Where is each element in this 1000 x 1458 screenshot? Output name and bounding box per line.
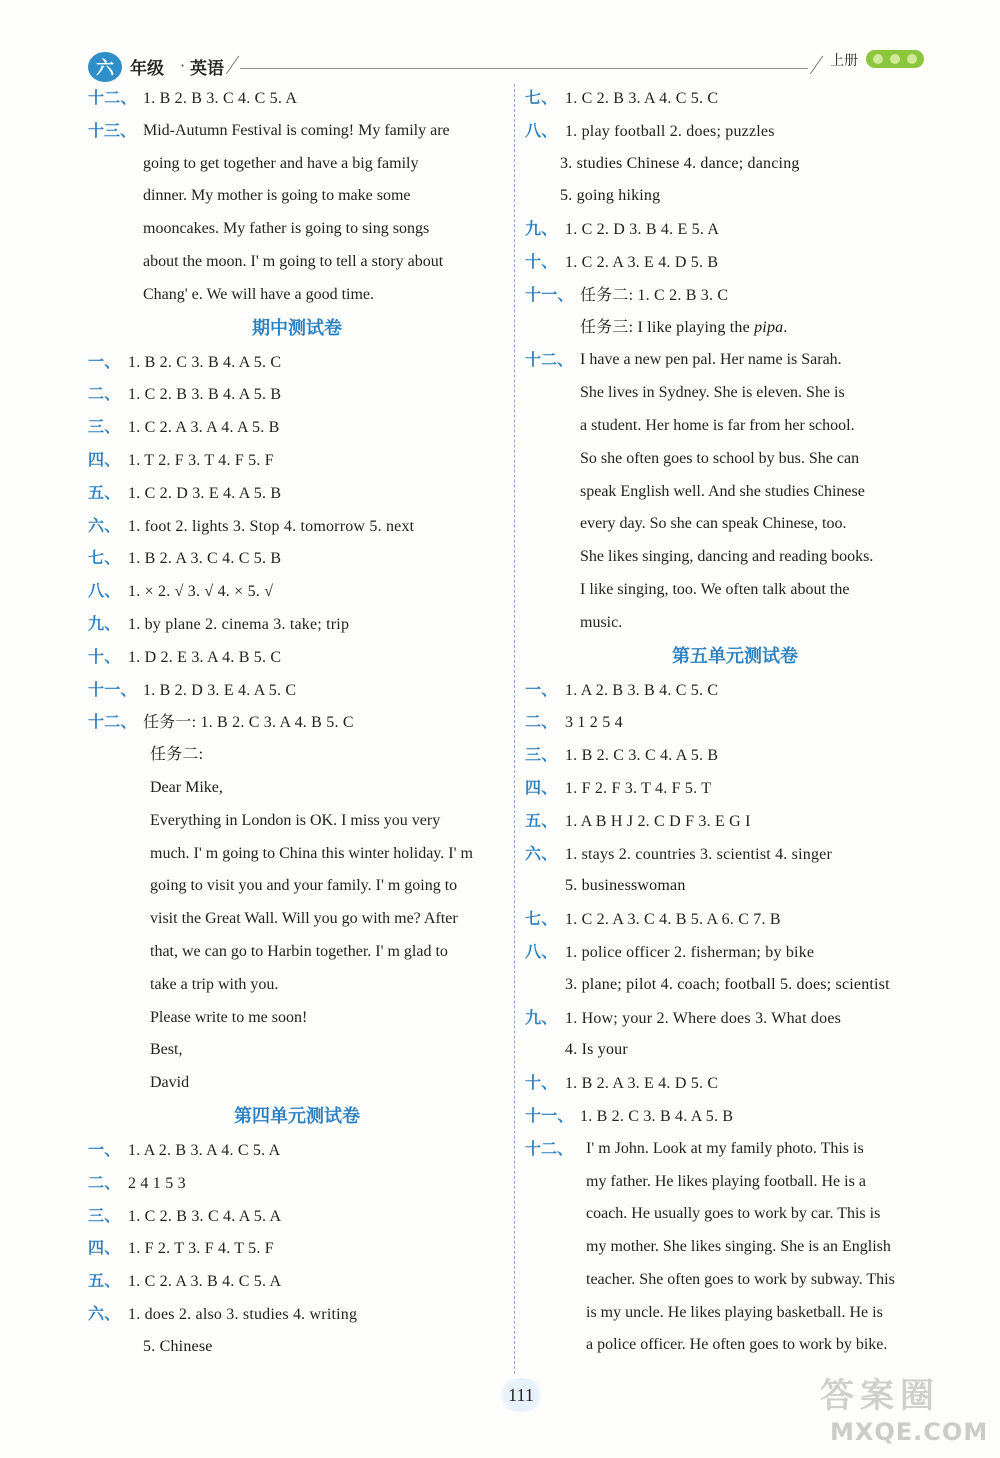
essay-paragraph xyxy=(580,344,945,639)
answer-text: 1. B 2. A 3. C 4. C 5. B xyxy=(128,550,282,568)
answer-row-paragraph xyxy=(525,344,945,639)
question-number: 九、 xyxy=(88,613,121,633)
header-separator-dot: · xyxy=(180,56,186,75)
answer-row xyxy=(525,213,945,246)
essay-line: I' m John. Look at my family photo. This is xyxy=(586,1139,864,1157)
question-number: 二、 xyxy=(525,712,558,732)
essay-line: So she often goes to school by bus. She can xyxy=(580,449,860,467)
answer-text: 1. does 2. also 3. studies 4. writing xyxy=(128,1305,358,1323)
essay-line: a police officer. He often goes to work by bike. xyxy=(586,1336,888,1354)
answer-row-paragraph xyxy=(88,115,506,312)
answer-text: 1. F 2. T 3. F 4. T 5. F xyxy=(128,1240,274,1258)
grade-badge: 六 xyxy=(88,52,122,82)
answer-continuation: 5. Chinese xyxy=(143,1337,213,1355)
question-number: 九、 xyxy=(525,1007,558,1027)
answer-row xyxy=(88,378,506,411)
header-rule xyxy=(240,68,808,69)
essay-line: going to get together and have a big family xyxy=(143,154,419,172)
term-decoration-icon xyxy=(866,50,924,68)
essay-line: every day. So she can speak Chinese, too. xyxy=(580,515,847,533)
question-number: 十、 xyxy=(525,1073,558,1093)
question-number: 十二、 xyxy=(88,88,137,107)
answer-row xyxy=(525,279,945,312)
essay-line: mooncakes. My father is going to sing songs xyxy=(143,220,430,238)
answer-text: 1. C 2. A 3. A 4. A 5. B xyxy=(128,419,280,437)
header-slash-right xyxy=(810,56,823,75)
answer-text: 3 1 2 5 4 xyxy=(565,714,623,732)
answer-text: 1. D 2. E 3. A 4. B 5. C xyxy=(128,648,282,666)
answer-row xyxy=(88,575,506,608)
answer-row xyxy=(88,1232,506,1265)
question-number: 五、 xyxy=(88,1271,121,1291)
essay-line: about the moon. I' m going to tell a story about xyxy=(143,252,444,270)
answer-text: 1. stays 2. countries 3. scientist 4. singer xyxy=(565,845,832,863)
answer-row xyxy=(525,1067,945,1100)
essay-line: Chang' e. We will have a good time. xyxy=(143,285,375,303)
answer-text: 1. C 2. B 3. C 4. A 5. A xyxy=(128,1207,282,1225)
question-number: 三、 xyxy=(525,745,558,765)
answer-text: 1. F 2. F 3. T 4. F 5. T xyxy=(565,779,712,797)
answer-row xyxy=(88,706,506,739)
essay-line: music. xyxy=(580,613,623,631)
answer-row xyxy=(88,1134,506,1167)
answer-row xyxy=(525,1100,945,1133)
answer-text: 1. T 2. F 3. T 4. F 5. F xyxy=(128,451,274,469)
answer-row xyxy=(88,1298,506,1331)
question-number: 五、 xyxy=(525,810,558,830)
term-label: 上册 xyxy=(830,53,858,69)
answer-text: 任务一: 1. B 2. C 3. A 4. B 5. C xyxy=(143,714,354,732)
answer-text: . xyxy=(783,318,788,336)
question-number: 四、 xyxy=(88,449,121,469)
question-number: 十三、 xyxy=(88,120,137,140)
question-number: 二、 xyxy=(88,1172,121,1192)
grade-label: 年级 xyxy=(130,59,164,79)
answer-row xyxy=(525,115,945,148)
answer-text: 1. C 2. D 3. B 4. E 5. A xyxy=(565,221,720,239)
question-number: 七、 xyxy=(525,88,558,107)
answer-continuation: 5. going hiking xyxy=(560,187,661,205)
question-number: 八、 xyxy=(525,120,558,140)
answer-text: 1. A 2. B 3. B 4. C 5. C xyxy=(565,681,719,699)
answer-row xyxy=(88,608,506,641)
page-header xyxy=(0,0,1000,90)
answer-row xyxy=(88,1167,506,1200)
essay-line: coach. He usually goes to work by car. This is xyxy=(586,1205,881,1223)
answer-text: 1. C 2. A 3. B 4. C 5. A xyxy=(128,1273,282,1291)
question-number: 六、 xyxy=(88,515,121,535)
answer-row xyxy=(525,903,945,936)
answer-text: 1. B 2. A 3. E 4. D 5. C xyxy=(565,1075,719,1093)
essay-paragraph xyxy=(586,1133,945,1363)
answer-text: 任务二: 1. C 2. B 3. C xyxy=(580,286,729,304)
question-number: 七、 xyxy=(88,548,121,568)
answer-row xyxy=(88,1265,506,1298)
answer-row xyxy=(525,805,945,838)
letter-line: Best, xyxy=(150,1041,183,1059)
answer-continuation: 3. plane; pilot 4. coach; football 5. does; scientist xyxy=(565,975,890,993)
right-column xyxy=(525,82,945,1362)
answer-row xyxy=(525,772,945,805)
answer-row xyxy=(88,510,506,543)
question-number: 九、 xyxy=(525,219,558,239)
answer-continuation: 5. businesswoman xyxy=(565,877,686,895)
letter-line: that, we can go to Harbin together. I' m glad to xyxy=(150,942,448,960)
answer-text: 1. × 2. √ 3. √ 4. × 5. √ xyxy=(128,583,274,601)
answer-text: 任务三: I like playing the xyxy=(580,318,755,336)
answer-row xyxy=(525,246,945,279)
column-divider xyxy=(514,84,515,1374)
answer-text: 1. B 2. C 3. C 4. A 5. B xyxy=(565,747,719,765)
answer-text: 1. A B H J 2. C D F 3. E G I xyxy=(565,812,751,830)
answer-text: 1. B 2. C 3. B 4. A 5. C xyxy=(128,353,282,371)
answer-text: 1. B 2. C 3. B 4. A 5. B xyxy=(580,1107,734,1125)
section-title-unit5: 第五单元测试卷 xyxy=(672,645,798,667)
question-number: 六、 xyxy=(88,1303,121,1323)
answer-text: 1. by plane 2. cinema 3. take; trip xyxy=(128,615,350,633)
answer-continuation xyxy=(525,312,945,345)
answer-text: 1. C 2. A 3. E 4. D 5. B xyxy=(565,253,719,271)
question-number: 十二、 xyxy=(525,1138,574,1158)
header-slash-left xyxy=(226,56,239,75)
question-number: 七、 xyxy=(525,909,558,929)
question-number: 二、 xyxy=(88,384,121,404)
answer-text: 1. C 2. A 3. C 4. B 5. A 6. C 7. B xyxy=(565,911,781,929)
task-label: 任务二: xyxy=(150,746,204,764)
answer-row xyxy=(525,936,945,969)
question-number: 一、 xyxy=(88,351,121,371)
answer-row xyxy=(88,641,506,674)
answer-text: 2 4 1 5 3 xyxy=(128,1174,186,1192)
answer-row xyxy=(88,1200,506,1233)
letter-line: Dear Mike, xyxy=(150,778,223,796)
answer-row xyxy=(88,411,506,444)
letter-line: Please write to me soon! xyxy=(150,1008,308,1026)
essay-line: I have a new pen pal. Her name is Sarah. xyxy=(580,351,842,369)
essay-line: Mid-Autumn Festival is coming! My family are xyxy=(143,121,450,139)
essay-paragraph xyxy=(143,115,506,312)
essay-line: dinner. My mother is going to make some xyxy=(143,187,411,205)
question-number: 十二、 xyxy=(88,712,137,732)
answer-continuation: 3. studies Chinese 4. dance; dancing xyxy=(560,154,800,172)
answer-text: 1. A 2. B 3. A 4. C 5. A xyxy=(128,1141,281,1159)
page-number: 111 xyxy=(496,1378,546,1412)
essay-line: speak English well. And she studies Chinese xyxy=(580,482,865,500)
question-number: 十一、 xyxy=(525,284,574,304)
letter-line: much. I' m going to China this winter holiday. I' m xyxy=(150,844,473,862)
subject-label: 英语 xyxy=(190,59,224,79)
essay-line: my father. He likes playing football. He is a xyxy=(586,1172,866,1190)
answer-row-paragraph xyxy=(525,1133,945,1363)
left-column xyxy=(88,82,506,1363)
answer-text: 1. C 2. B 3. A 4. C 5. C xyxy=(565,90,719,107)
essay-line: a student. Her home is far from her school. xyxy=(580,416,855,434)
question-number: 十、 xyxy=(88,646,121,666)
question-number: 十、 xyxy=(525,251,558,271)
answer-text: 1. C 2. D 3. E 4. A 5. B xyxy=(128,484,282,502)
watermark-logo xyxy=(820,1368,990,1448)
answer-row xyxy=(525,674,945,707)
essay-line: I like singing, too. We often talk about the xyxy=(580,580,850,598)
letter-line: take a trip with you. xyxy=(150,975,279,993)
answer-text: 1. B 2. B 3. C 4. C 5. A xyxy=(143,90,298,107)
section-title-unit4: 第四单元测试卷 xyxy=(234,1105,360,1127)
answer-row xyxy=(88,674,506,707)
question-number: 三、 xyxy=(88,1205,121,1225)
answer-continuation: 4. Is your xyxy=(565,1041,628,1059)
question-number: 六、 xyxy=(525,843,558,863)
answer-row xyxy=(525,1002,945,1035)
answer-text: 1. B 2. D 3. E 4. A 5. C xyxy=(143,681,297,699)
answer-text: 1. C 2. B 3. B 4. A 5. B xyxy=(128,386,282,404)
question-number: 十二、 xyxy=(525,350,574,370)
answer-text: 1. foot 2. lights 3. Stop 4. tomorrow 5. next xyxy=(128,517,415,535)
letter-line: Everything in London is OK. I miss you very xyxy=(150,811,441,829)
letter-paragraph xyxy=(88,772,506,1100)
answer-row xyxy=(525,739,945,772)
answer-text: 1. play football 2. does; puzzles xyxy=(565,122,775,140)
question-number: 五、 xyxy=(88,482,121,502)
letter-line: visit the Great Wall. Will you go with me? After xyxy=(150,910,458,928)
question-number: 八、 xyxy=(525,941,558,961)
answer-italic-word: pipa xyxy=(754,318,784,336)
question-number: 三、 xyxy=(88,417,121,437)
answer-row xyxy=(525,706,945,739)
answer-row xyxy=(525,82,945,115)
essay-line: She lives in Sydney. She is eleven. She is xyxy=(580,384,845,402)
watermark-text-top: 答案圈 xyxy=(820,1376,940,1416)
essay-line: teacher. She often goes to work by subway. This xyxy=(586,1270,895,1288)
question-number: 八、 xyxy=(88,581,121,601)
letter-line: David xyxy=(150,1074,190,1092)
answer-row xyxy=(88,82,506,115)
question-number: 十一、 xyxy=(525,1105,574,1125)
question-number: 十一、 xyxy=(88,679,137,699)
question-number: 四、 xyxy=(88,1238,121,1258)
question-number: 四、 xyxy=(525,777,558,797)
essay-line: She likes singing, dancing and reading books. xyxy=(580,548,874,566)
answer-row xyxy=(525,838,945,871)
section-title-midterm: 期中测试卷 xyxy=(252,317,342,339)
answer-row xyxy=(88,542,506,575)
question-number: 一、 xyxy=(525,679,558,699)
essay-line: my mother. She likes singing. She is an English xyxy=(586,1238,891,1256)
letter-line: going to visit you and your family. I' m going to xyxy=(150,877,458,895)
answer-text: 1. How; your 2. Where does 3. What does xyxy=(565,1009,842,1027)
answer-text: 1. police officer 2. fisherman; by bike xyxy=(565,943,815,961)
answer-row xyxy=(88,444,506,477)
watermark-text-bottom: MXQE.COM xyxy=(830,1418,989,1446)
question-number: 一、 xyxy=(88,1139,121,1159)
answer-row xyxy=(88,346,506,379)
essay-line: is my uncle. He likes playing basketball. He is xyxy=(586,1303,883,1321)
answer-row xyxy=(88,477,506,510)
